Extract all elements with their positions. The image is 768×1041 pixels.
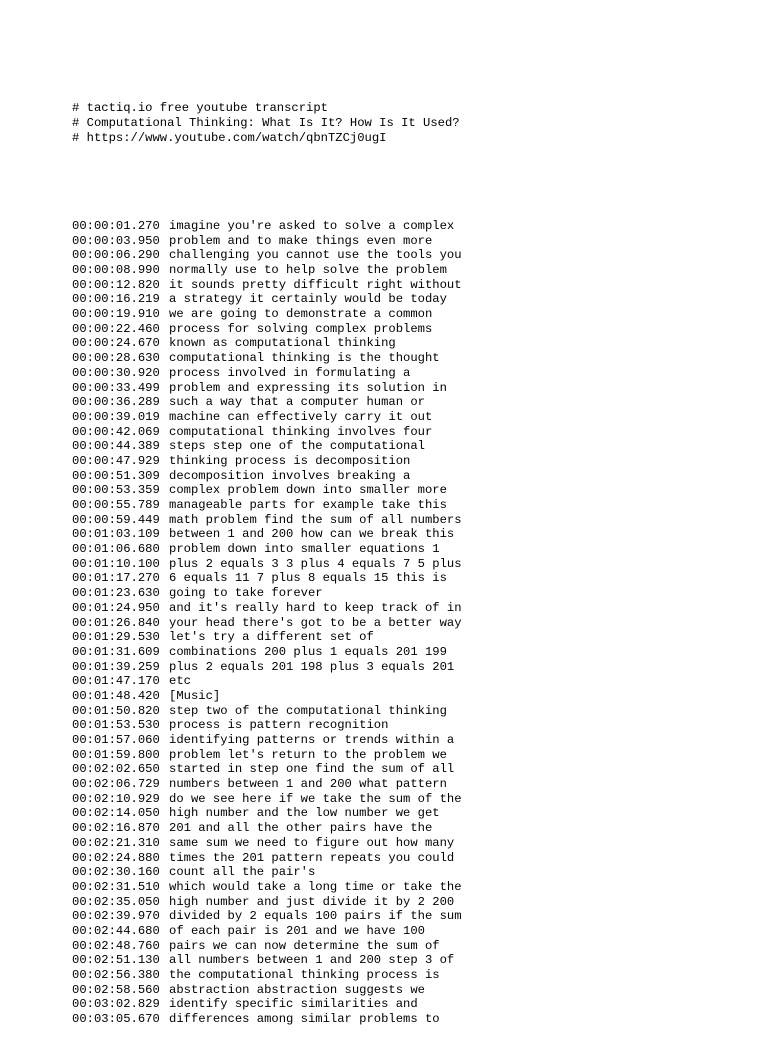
timestamp: 00:00:08.990 xyxy=(72,263,160,278)
caption-text: etc xyxy=(169,674,191,689)
caption-text: challenging you cannot use the tools you xyxy=(169,248,462,263)
header-line: # https://www.youtube.com/watch/qbnTZCj0ugI xyxy=(72,130,387,145)
timestamp: 00:00:28.630 xyxy=(72,351,160,366)
caption-text: process for solving complex problems xyxy=(169,321,433,336)
timestamp: 00:01:03.109 xyxy=(72,527,160,542)
timestamp: 00:01:47.170 xyxy=(72,674,160,689)
transcript-line xyxy=(72,571,712,586)
caption-text: plus 2 equals 3 3 plus 4 equals 7 5 plus xyxy=(169,556,462,571)
transcript-line xyxy=(72,660,712,675)
transcript-line xyxy=(72,851,712,866)
transcript-line xyxy=(72,483,712,498)
transcript-line xyxy=(72,278,712,293)
caption-text: problem let's return to the problem we xyxy=(169,747,447,762)
transcript-line xyxy=(72,513,712,528)
transcript-line xyxy=(72,527,712,542)
caption-text: step two of the computational thinking xyxy=(169,703,447,718)
timestamp: 00:01:23.630 xyxy=(72,586,160,601)
transcript-line xyxy=(72,733,712,748)
transcript-line xyxy=(72,792,712,807)
caption-text: numbers between 1 and 200 what pattern xyxy=(169,777,447,792)
transcript-line xyxy=(72,806,712,821)
blank-line xyxy=(72,175,712,190)
timestamp: 00:00:39.019 xyxy=(72,409,160,424)
transcript-line xyxy=(72,909,712,924)
transcript-line xyxy=(72,219,712,234)
transcript-line xyxy=(72,410,712,425)
transcript-body xyxy=(72,219,712,1027)
timestamp: 00:01:29.530 xyxy=(72,630,160,645)
transcript-line xyxy=(72,336,712,351)
caption-text: a strategy it certainly would be today xyxy=(169,292,447,307)
caption-text: normally use to help solve the problem xyxy=(169,263,447,278)
caption-text: abstraction abstraction suggests we xyxy=(169,982,425,997)
timestamp: 00:00:03.950 xyxy=(72,233,160,248)
transcript-line xyxy=(72,395,712,410)
timestamp: 00:01:50.820 xyxy=(72,703,160,718)
transcript-line xyxy=(72,704,712,719)
caption-text: which would take a long time or take the xyxy=(169,879,462,894)
caption-text: math problem find the sum of all numbers xyxy=(169,512,462,527)
caption-text: complex problem down into smaller more xyxy=(169,483,447,498)
transcript-line xyxy=(72,351,712,366)
timestamp: 00:01:17.270 xyxy=(72,571,160,586)
transcript-line xyxy=(72,454,712,469)
timestamp: 00:03:05.670 xyxy=(72,1012,160,1027)
caption-text: identifying patterns or trends within a xyxy=(169,733,455,748)
timestamp: 00:02:44.680 xyxy=(72,923,160,938)
timestamp: 00:01:39.259 xyxy=(72,659,160,674)
timestamp: 00:01:59.800 xyxy=(72,747,160,762)
transcript-line xyxy=(72,586,712,601)
transcript-line xyxy=(72,836,712,851)
caption-text: divided by 2 equals 100 pairs if the sum xyxy=(169,909,462,924)
timestamp: 00:02:21.310 xyxy=(72,835,160,850)
timestamp: 00:02:02.650 xyxy=(72,762,160,777)
transcript-line xyxy=(72,469,712,484)
timestamp: 00:00:16.219 xyxy=(72,292,160,307)
timestamp: 00:02:10.929 xyxy=(72,791,160,806)
timestamp: 00:00:30.920 xyxy=(72,365,160,380)
transcript-line xyxy=(72,895,712,910)
transcript-line xyxy=(72,616,712,631)
caption-text: we are going to demonstrate a common xyxy=(169,307,433,322)
transcript-line xyxy=(72,997,712,1012)
transcript-line xyxy=(72,880,712,895)
transcript-line xyxy=(72,366,712,381)
transcript-line xyxy=(72,953,712,968)
transcript-line xyxy=(72,263,712,278)
timestamp: 00:00:12.820 xyxy=(72,277,160,292)
timestamp: 00:00:59.449 xyxy=(72,512,160,527)
caption-text: do we see here if we take the sum of the xyxy=(169,791,462,806)
timestamp: 00:02:48.760 xyxy=(72,938,160,953)
caption-text: between 1 and 200 how can we break this xyxy=(169,527,455,542)
timestamp: 00:00:44.389 xyxy=(72,439,160,454)
timestamp: 00:02:06.729 xyxy=(72,777,160,792)
timestamp: 00:00:36.289 xyxy=(72,395,160,410)
transcript-document xyxy=(72,72,712,1041)
transcript-line xyxy=(72,425,712,440)
timestamp: 00:02:16.870 xyxy=(72,821,160,836)
transcript-line xyxy=(72,498,712,513)
timestamp: 00:00:19.910 xyxy=(72,307,160,322)
timestamp: 00:00:06.290 xyxy=(72,248,160,263)
caption-text: 6 equals 11 7 plus 8 equals 15 this is xyxy=(169,571,447,586)
timestamp: 00:02:39.970 xyxy=(72,909,160,924)
caption-text: high number and the low number we get xyxy=(169,806,440,821)
transcript-line xyxy=(72,292,712,307)
caption-text: pairs we can now determine the sum of xyxy=(169,938,440,953)
caption-text: process is pattern recognition xyxy=(169,718,389,733)
transcript-line xyxy=(72,381,712,396)
caption-text: combinations 200 plus 1 equals 201 199 xyxy=(169,644,447,659)
timestamp: 00:02:24.880 xyxy=(72,850,160,865)
transcript-line xyxy=(72,939,712,954)
transcript-line xyxy=(72,630,712,645)
caption-text: [Music] xyxy=(169,688,221,703)
caption-text: let's try a different set of xyxy=(169,630,374,645)
caption-text: decomposition involves breaking a xyxy=(169,468,411,483)
caption-text: count all the pair's xyxy=(169,865,316,880)
caption-text: problem down into smaller equations 1 xyxy=(169,542,440,557)
timestamp: 00:01:57.060 xyxy=(72,733,160,748)
timestamp: 00:01:31.609 xyxy=(72,644,160,659)
timestamp: 00:02:56.380 xyxy=(72,968,160,983)
caption-text: started in step one find the sum of all xyxy=(169,762,455,777)
timestamp: 00:01:53.530 xyxy=(72,718,160,733)
caption-text: all numbers between 1 and 200 step 3 of xyxy=(169,953,455,968)
timestamp: 00:00:53.359 xyxy=(72,483,160,498)
caption-text: steps step one of the computational xyxy=(169,439,425,454)
caption-text: your head there's got to be a better way xyxy=(169,615,462,630)
caption-text: known as computational thinking xyxy=(169,336,396,351)
caption-text: process involved in formulating a xyxy=(169,365,411,380)
caption-text: going to take forever xyxy=(169,586,323,601)
transcript-line xyxy=(72,821,712,836)
timestamp: 00:00:33.499 xyxy=(72,380,160,395)
caption-text: high number and just divide it by 2 200 xyxy=(169,894,455,909)
transcript-line xyxy=(72,439,712,454)
transcript-line xyxy=(72,645,712,660)
transcript-line xyxy=(72,689,712,704)
transcript-line xyxy=(72,542,712,557)
timestamp: 00:01:10.100 xyxy=(72,556,160,571)
timestamp: 00:00:47.929 xyxy=(72,453,160,468)
caption-text: plus 2 equals 201 198 plus 3 equals 201 xyxy=(169,659,455,674)
document-header xyxy=(72,101,712,145)
caption-text: same sum we need to figure out how many xyxy=(169,835,455,850)
transcript-line xyxy=(72,777,712,792)
caption-text: problem and expressing its solution in xyxy=(169,380,447,395)
timestamp: 00:00:55.789 xyxy=(72,498,160,513)
timestamp: 00:01:06.680 xyxy=(72,542,160,557)
transcript-line xyxy=(72,762,712,777)
timestamp: 00:02:31.510 xyxy=(72,879,160,894)
transcript-line xyxy=(72,248,712,263)
header-line: # Computational Thinking: What Is It? How Is It Used? xyxy=(72,116,460,131)
transcript-line xyxy=(72,557,712,572)
timestamp: 00:00:01.270 xyxy=(72,218,160,233)
transcript-line xyxy=(72,748,712,763)
caption-text: problem and to make things even more xyxy=(169,233,433,248)
transcript-line xyxy=(72,1012,712,1027)
transcript-line xyxy=(72,718,712,733)
header-line: # tactiq.io free youtube transcript xyxy=(72,101,328,116)
timestamp: 00:02:30.160 xyxy=(72,865,160,880)
timestamp: 00:01:26.840 xyxy=(72,615,160,630)
timestamp: 00:01:48.420 xyxy=(72,688,160,703)
caption-text: machine can effectively carry it out xyxy=(169,409,433,424)
transcript-line xyxy=(72,601,712,616)
caption-text: such a way that a computer human or xyxy=(169,395,425,410)
timestamp: 00:02:14.050 xyxy=(72,806,160,821)
transcript-line xyxy=(72,307,712,322)
caption-text: imagine you're asked to solve a complex xyxy=(169,218,455,233)
transcript-line xyxy=(72,322,712,337)
caption-text: of each pair is 201 and we have 100 xyxy=(169,923,425,938)
transcript-line xyxy=(72,234,712,249)
caption-text: it sounds pretty difficult right without xyxy=(169,277,462,292)
caption-text: thinking process is decomposition xyxy=(169,453,411,468)
caption-text: times the 201 pattern repeats you could xyxy=(169,850,455,865)
transcript-line xyxy=(72,924,712,939)
caption-text: 201 and all the other pairs have the xyxy=(169,821,433,836)
transcript-line xyxy=(72,968,712,983)
transcript-line xyxy=(72,983,712,998)
caption-text: identify specific similarities and xyxy=(169,997,418,1012)
timestamp: 00:02:58.560 xyxy=(72,982,160,997)
timestamp: 00:03:02.829 xyxy=(72,997,160,1012)
timestamp: 00:00:51.309 xyxy=(72,468,160,483)
transcript-line xyxy=(72,865,712,880)
caption-text: and it's really hard to keep track of in xyxy=(169,600,462,615)
caption-text: differences among similar problems to xyxy=(169,1012,440,1027)
caption-text: the computational thinking process is xyxy=(169,968,440,983)
timestamp: 00:00:22.460 xyxy=(72,321,160,336)
caption-text: computational thinking involves four xyxy=(169,424,433,439)
timestamp: 00:02:51.130 xyxy=(72,953,160,968)
timestamp: 00:00:42.069 xyxy=(72,424,160,439)
timestamp: 00:00:24.670 xyxy=(72,336,160,351)
caption-text: computational thinking is the thought xyxy=(169,351,440,366)
transcript-line xyxy=(72,674,712,689)
caption-text: manageable parts for example take this xyxy=(169,498,447,513)
timestamp: 00:01:24.950 xyxy=(72,600,160,615)
timestamp: 00:02:35.050 xyxy=(72,894,160,909)
